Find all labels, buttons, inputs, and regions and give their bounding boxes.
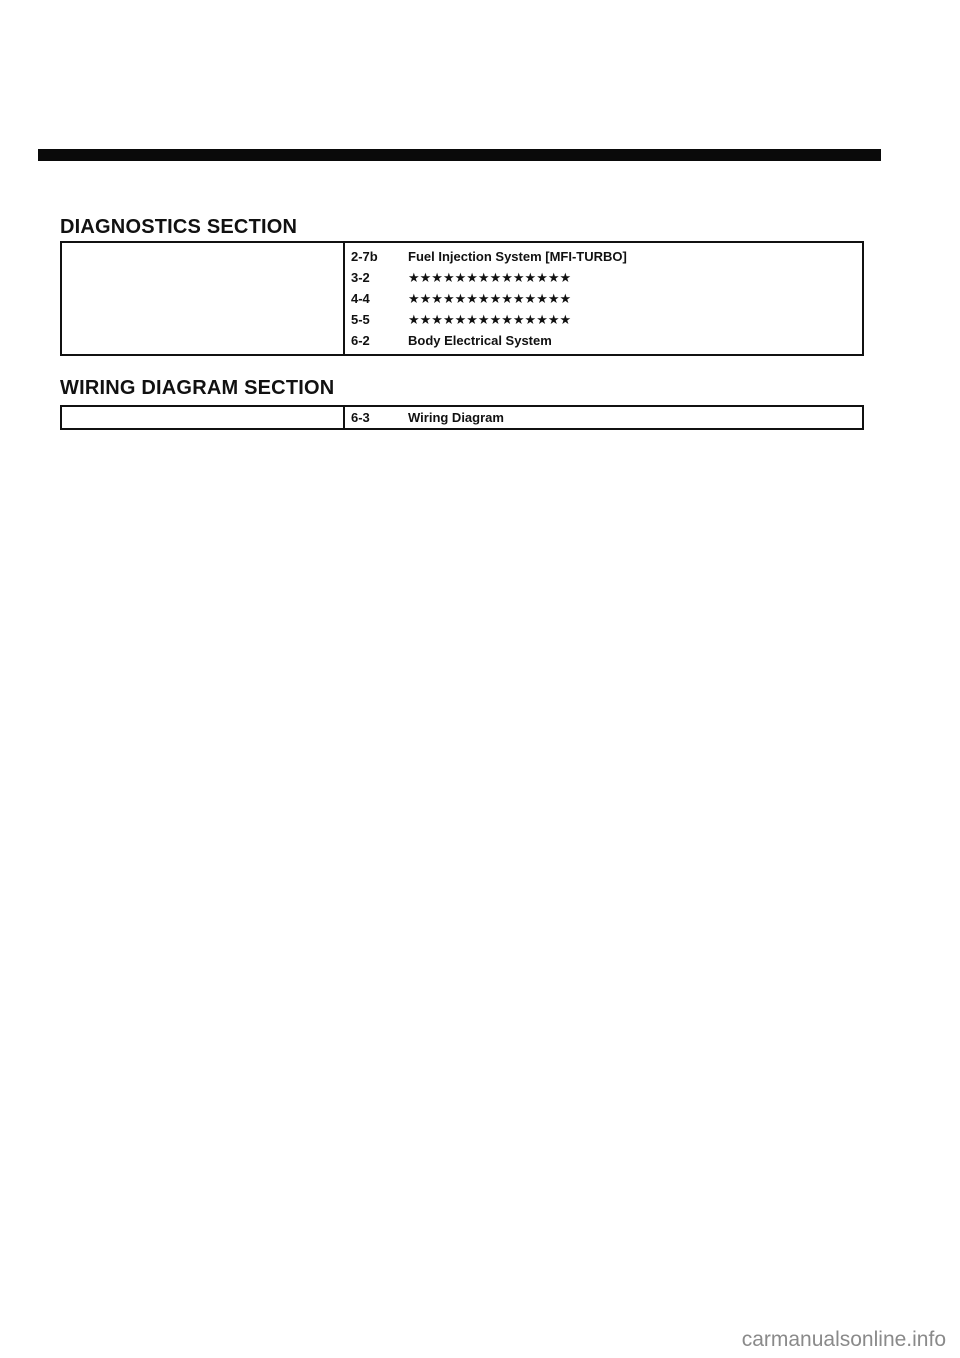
entry-code: 2-7b <box>351 249 378 264</box>
wiring-section-title: WIRING DIAGRAM SECTION <box>60 377 335 399</box>
wiring-blank-column <box>62 407 345 428</box>
entry-title: Body Electrical System <box>408 333 552 348</box>
diagnostics-section-box <box>60 241 864 356</box>
list-item <box>351 330 862 351</box>
entry-title: ★★★★★★★★★★★★★★ <box>408 290 572 306</box>
list-item <box>351 309 862 330</box>
entry-code: 4-4 <box>351 291 370 306</box>
list-item <box>351 407 862 428</box>
wiring-section-box <box>60 405 864 430</box>
top-rule <box>38 149 881 161</box>
list-item <box>351 288 862 309</box>
list-item <box>351 267 862 288</box>
entry-title: ★★★★★★★★★★★★★★ <box>408 269 572 285</box>
diagnostics-blank-column <box>62 243 345 354</box>
diagnostics-section-title: DIAGNOSTICS SECTION <box>60 216 298 238</box>
entry-title: Wiring Diagram <box>408 410 504 425</box>
entry-code: 6-3 <box>351 410 370 425</box>
diagnostics-entry-list <box>345 243 862 354</box>
entry-title: ★★★★★★★★★★★★★★ <box>408 311 572 327</box>
list-item <box>351 246 862 267</box>
entry-code: 6-2 <box>351 333 370 348</box>
wiring-entry-list <box>345 407 862 428</box>
watermark-text: carmanualsonline.info <box>741 1328 946 1351</box>
entry-code: 5-5 <box>351 312 370 327</box>
entry-title: Fuel Injection System [MFI-TURBO] <box>408 249 627 264</box>
entry-code: 3-2 <box>351 270 370 285</box>
